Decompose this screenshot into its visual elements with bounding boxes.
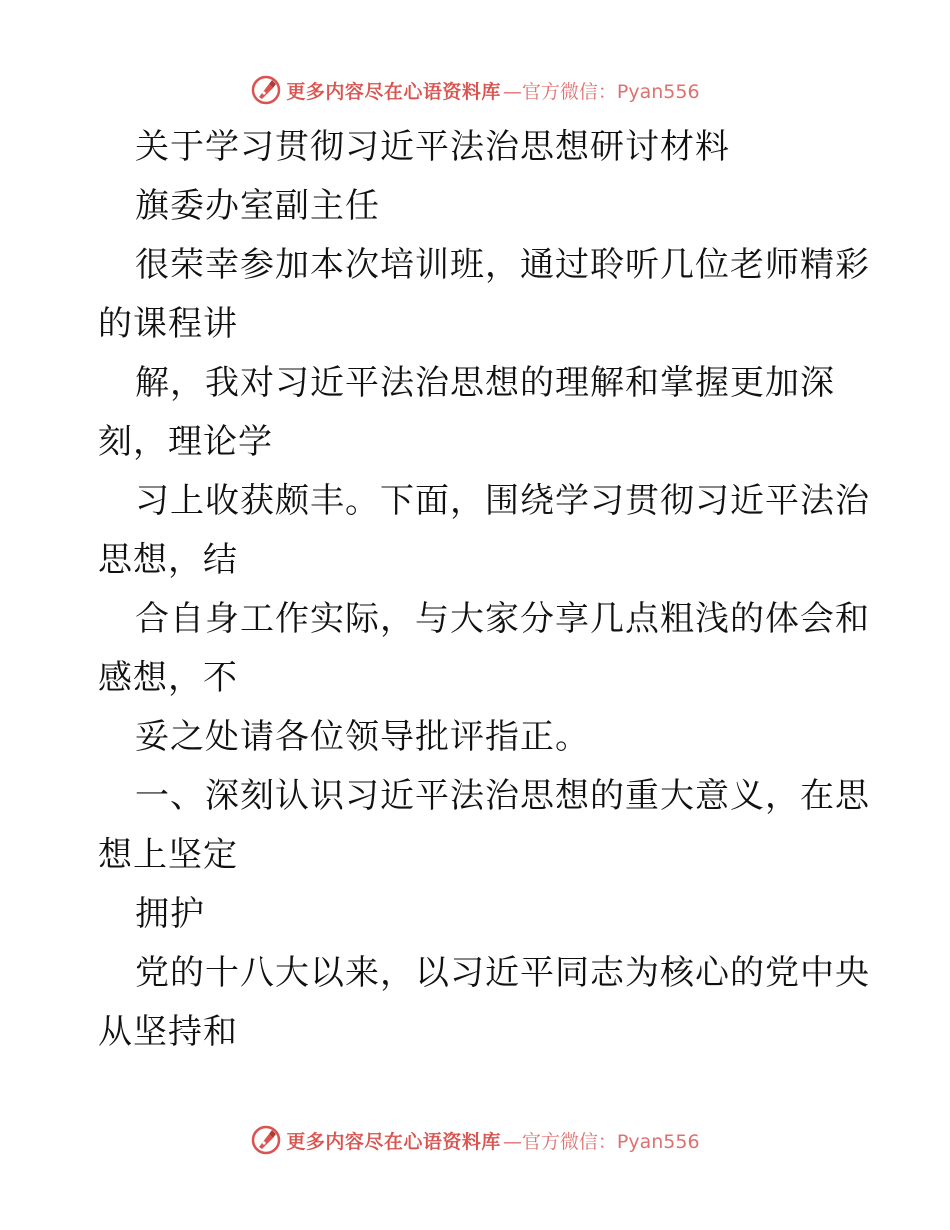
pen-nib-logo-icon bbox=[250, 74, 282, 106]
pen-nib-logo-icon bbox=[250, 1124, 282, 1156]
text-line: 合自身工作实际，与大家分享几点粗浅的体会和 bbox=[135, 599, 870, 639]
footer-watermark bbox=[0, 1120, 950, 1160]
text-line: 解，我对习近平法治思想的理解和掌握更加深 bbox=[135, 363, 835, 403]
text-line: 从坚持和 bbox=[98, 1012, 238, 1052]
text-line: 感想，不 bbox=[98, 658, 238, 698]
section-heading: 一、深刻认识习近平法治思想的重大意义，在思 bbox=[135, 776, 870, 816]
text-line: 党的十八大以来，以习近平同志为核心的党中央 bbox=[135, 953, 870, 993]
text-line: 很荣幸参加本次培训班，通过聆听几位老师精彩 bbox=[135, 245, 870, 285]
watermark-contact-text: —官方微信：Pyan556 bbox=[502, 1130, 700, 1153]
text-line: 刻，理论学 bbox=[98, 422, 273, 462]
author-line: 旗委办室副主任 bbox=[135, 186, 380, 226]
watermark-brand-text: 更多内容尽在心语资料库 bbox=[286, 80, 501, 103]
text-line: 习上收获颇丰。下面，围绕学习贯彻习近平法治 bbox=[135, 481, 870, 521]
document-title: 关于学习贯彻习近平法治思想研讨材料 bbox=[135, 127, 730, 167]
text-line: 想上坚定 bbox=[98, 835, 238, 875]
document-body bbox=[98, 118, 870, 1062]
watermark-brand-text: 更多内容尽在心语资料库 bbox=[286, 1130, 501, 1153]
header-watermark bbox=[0, 70, 950, 110]
text-line: 的课程讲 bbox=[98, 304, 238, 344]
watermark-contact-text: —官方微信：Pyan556 bbox=[502, 80, 700, 103]
text-line: 拥护 bbox=[135, 894, 205, 934]
text-line: 妥之处请各位领导批评指正。 bbox=[135, 717, 590, 757]
text-line: 思想，结 bbox=[98, 540, 238, 580]
